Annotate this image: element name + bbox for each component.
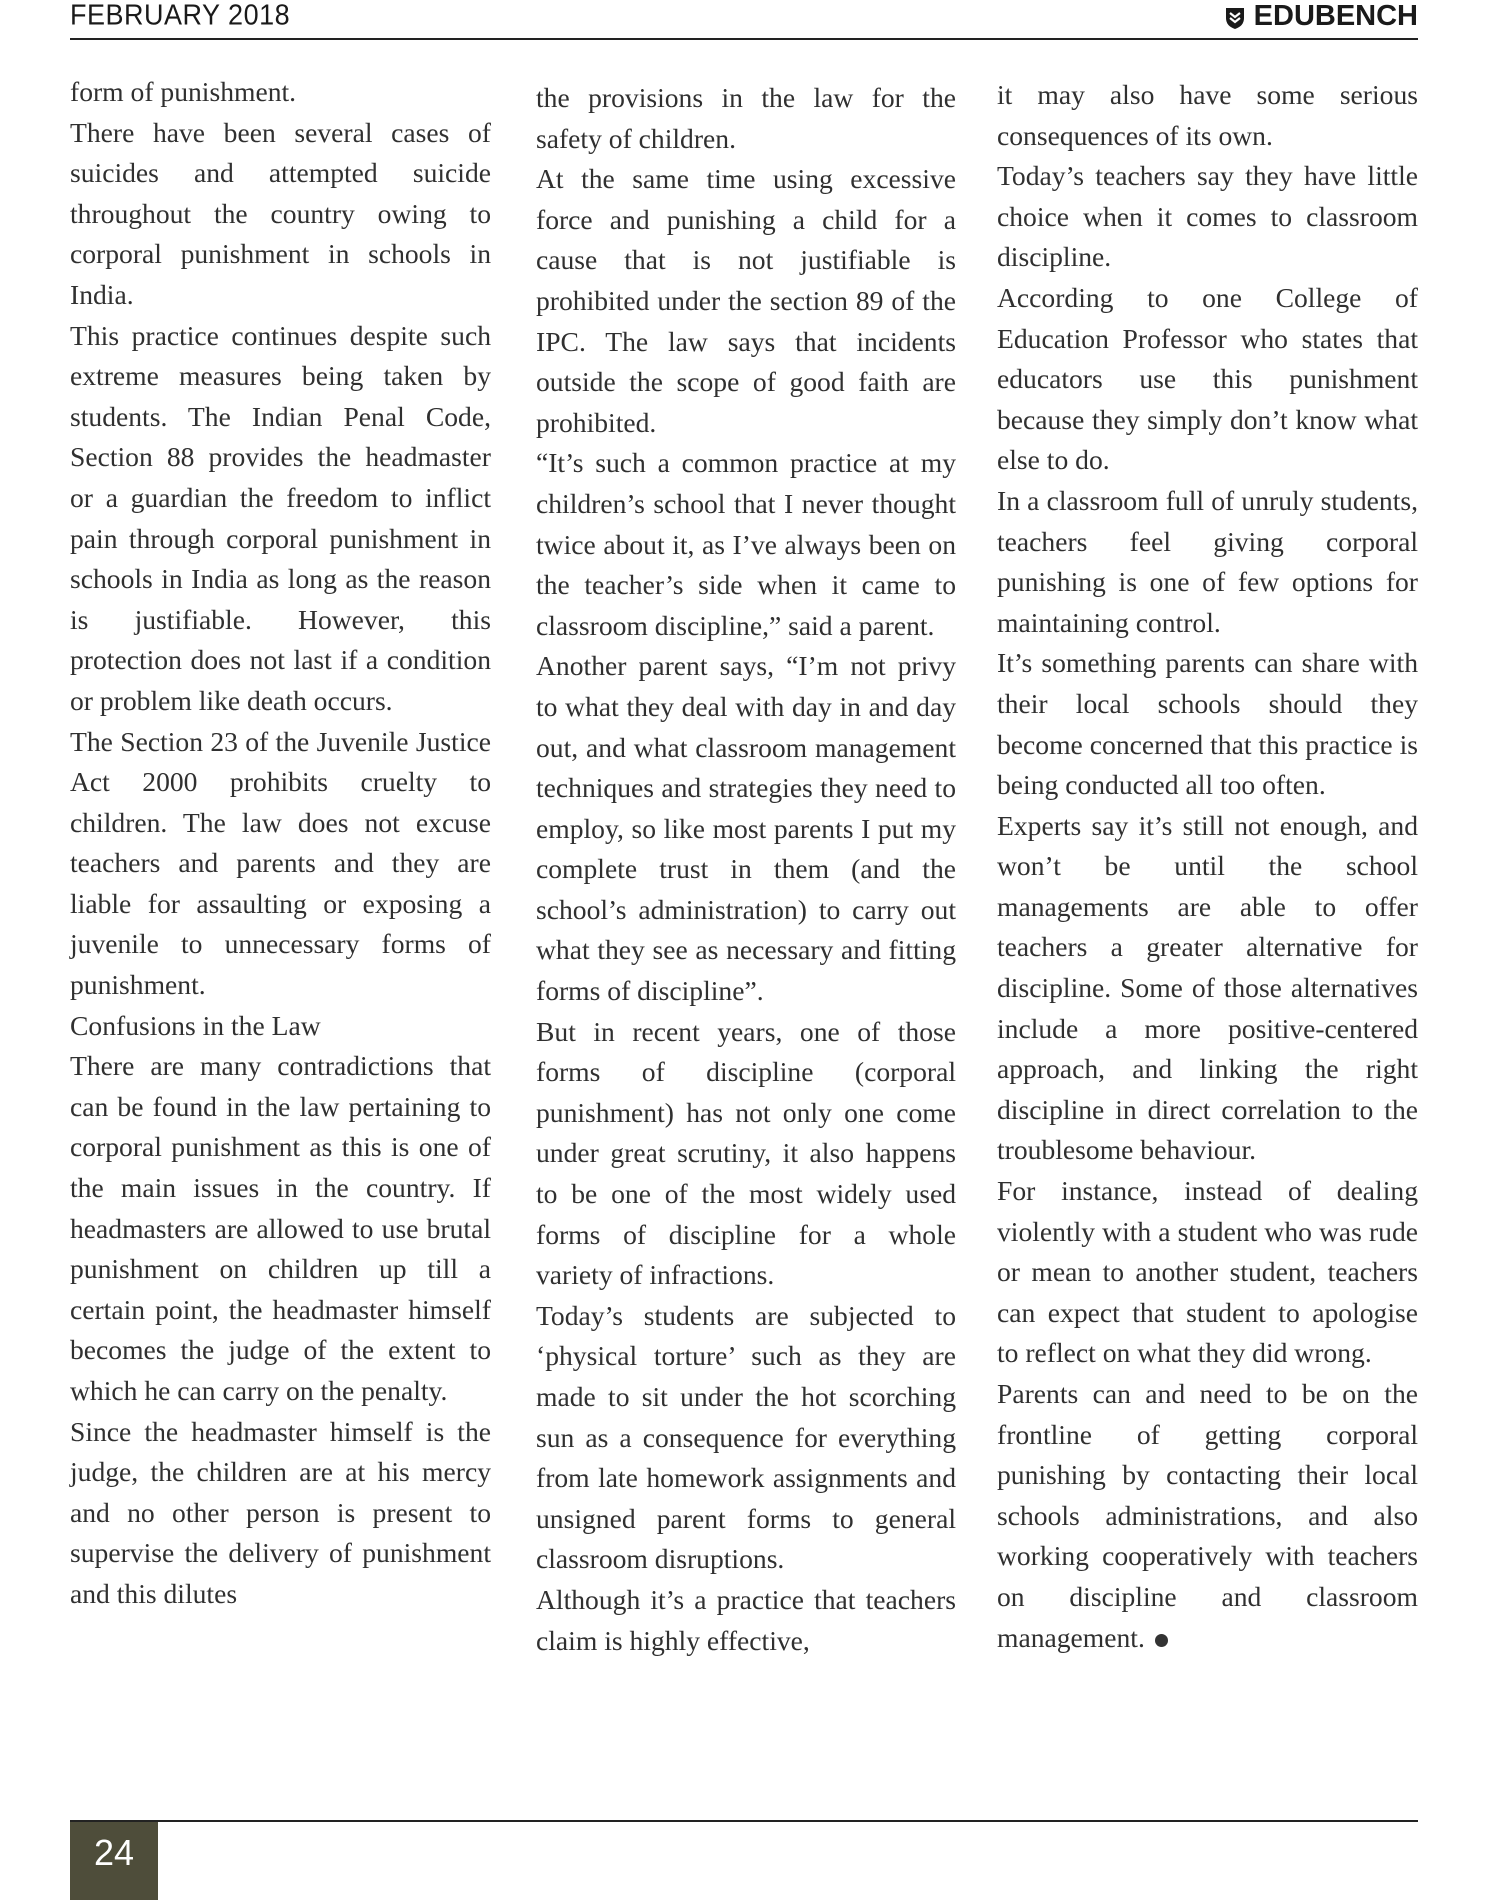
paragraph: it may also have some serious consequences of its own.	[997, 79, 1418, 151]
section-heading: Confusions in the Law	[70, 1009, 321, 1041]
paragraph: form of punishment.	[70, 76, 297, 107]
paragraph: the provisions in the law for the safety of children.	[536, 82, 956, 154]
page-number: 24	[70, 1822, 158, 1900]
article-column-2	[536, 78, 956, 1661]
article-column-3	[997, 75, 1418, 1658]
shield-chevron-icon	[1224, 5, 1246, 29]
paragraph	[997, 1374, 1418, 1658]
closing-paragraph-text: Parents can and need to be on the frontline of getting corporal punishing by contacting their local schools administrations, and also working cooperatively with teachers on discipline and classroom management.	[997, 1378, 1418, 1653]
paragraph: There are many contradictions that can be found in the law pertaining to corporal punishment as this is one of the main issues in the country. If headmasters are allowed to use brutal punishment on children up till a certain point, the headmaster himself becomes the judge of the extent to which he can carry on the penalty.	[70, 1050, 491, 1406]
paragraph: For instance, instead of dealing violently with a student who was rude or mean to another student, teachers can expect that student to apologise to reflect on what they did wrong.	[997, 1175, 1418, 1369]
paragraph: It’s something parents can share with their local schools should they become concerned that this practice is being conducted all too often.	[997, 647, 1418, 801]
paragraph: Experts say it’s still not enough, and won’t be until the school managements are able to offer teachers a greater alternative for discipline. Some of those alternatives include a more positive-centered approach, and linking the right discipline in direct correlation to the troublesome behaviour.	[997, 809, 1418, 1166]
paragraph: But in recent years, one of those forms of discipline (corporal punishment) has not only one come under great scrutiny, it also happens to be one of the most widely used forms of discipline for a whole variety of infractions.	[536, 1015, 956, 1291]
end-mark-icon	[1155, 1634, 1168, 1647]
paragraph: Since the headmaster himself is the judge, the children are at his mercy and no other person is present to supervise the delivery of punishment and this dilutes	[70, 1415, 491, 1609]
header-divider	[70, 38, 1418, 40]
paragraph: Another parent says, “I’m not privy to what they deal with day in and day out, and what classroom management techniques and strategies they need to employ, so like most parents I put my complete trust in them (and the school’s administration) to carry out what they see as necessary and fitting forms of discipline”.	[536, 650, 956, 1007]
paragraph: “It’s such a common practice at my children’s school that I never thought twice about it, as I’ve always been on the teacher’s side when it came to classroom discipline,” said a parent.	[536, 447, 956, 641]
paragraph: The Section 23 of the Juvenile Justice Act 2000 prohibits cruelty to children. The law does not excuse teachers and parents and they are liable for assaulting or exposing a juvenile to unnecessary forms of punishment.	[70, 725, 491, 1001]
paragraph: There have been several cases of suicides and attempted suicide throughout the country owing to corporal punishment in schools in India.	[70, 116, 491, 310]
paragraph: Today’s students are subjected to ‘physical torture’ such as they are made to sit under the hot scorching sun as a consequence for everything from late homework assignments and unsigned parent forms to general classroom disruptions.	[536, 1299, 956, 1575]
footer-divider	[70, 1820, 1418, 1822]
brand-name: EDUBENCH	[1253, 0, 1418, 32]
paragraph: In a classroom full of unruly students, teachers feel giving corporal punishing is one of few options for maintaining control.	[997, 484, 1418, 638]
brand-logo	[1224, 0, 1418, 33]
article-column-1	[70, 72, 491, 1615]
paragraph: Today’s teachers say they have little choice when it comes to classroom discipline.	[997, 160, 1418, 273]
issue-date: FEBRUARY 2018	[70, 0, 291, 31]
paragraph: Although it’s a practice that teachers claim is highly effective,	[536, 1583, 956, 1656]
paragraph: This practice continues despite such extreme measures being taken by students. The Indian Penal Code, Section 88 provides the headmaster or a guardian the freedom to inflict pain through corporal punishment in schools in India as long as the reason is justifiable. However, this protection does not last if a condition or problem like death occurs.	[70, 319, 491, 716]
paragraph: At the same time using excessive force and punishing a child for a cause that is not justifiable is prohibited under the section 89 of the IPC. The law says that incidents outside the scope of good faith are prohibited.	[536, 163, 956, 438]
paragraph: According to one College of Education Professor who states that educators use this punishment because they simply don’t know what else to do.	[997, 281, 1418, 476]
